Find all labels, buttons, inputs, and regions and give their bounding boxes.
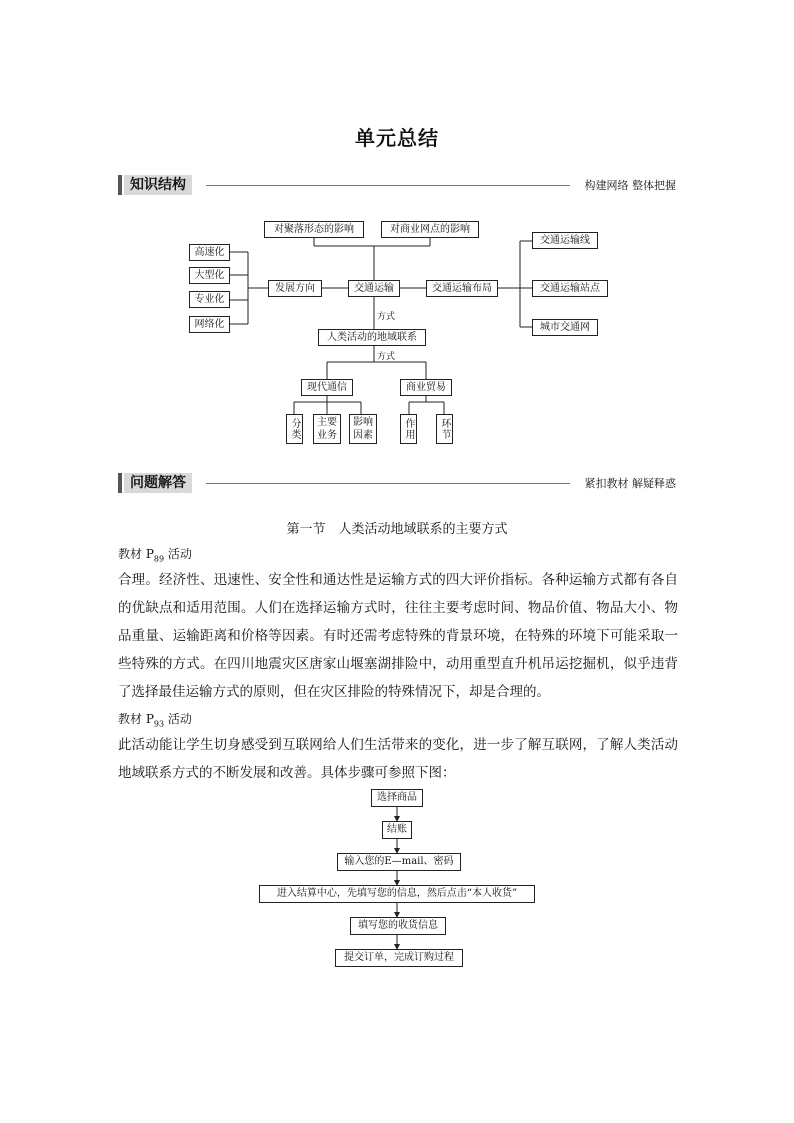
ref-prefix: 教材 P	[118, 712, 154, 726]
box-left-item: 大型化	[189, 267, 230, 284]
box-settlement-impact: 对聚落形态的影响	[264, 221, 364, 238]
box-commerce-impact: 对商业网点的影响	[381, 221, 479, 238]
flow-step: 进入结算中心，先填写您的信息，然后点击“本人收货”	[259, 885, 535, 903]
box-text: 影响因素	[353, 417, 373, 441]
flow-step: 输入您的E—mail、密码	[337, 853, 461, 871]
section-label-knowledge: 知识结构	[124, 175, 192, 195]
flow-step: 填写您的收货信息	[350, 917, 446, 935]
box-left-item: 专业化	[189, 291, 230, 308]
flow-step: 提交订单，完成订购过程	[335, 949, 463, 967]
ref-suffix: 活动	[164, 547, 192, 561]
method-label: 方式	[377, 312, 396, 322]
flow-step: 结账	[382, 821, 412, 839]
box-right-item: 交通运输线	[532, 232, 598, 249]
ref-suffix: 活动	[164, 712, 192, 726]
box-transport: 交通运输	[348, 280, 400, 297]
ref-prefix: 教材 P	[118, 547, 154, 561]
flow-step: 选择商品	[371, 789, 423, 807]
box-modern-communication: 现代通信	[301, 379, 353, 396]
section-subtitle: 紧扣教材 解疑释惑	[584, 477, 676, 490]
ref-page: 89	[153, 554, 165, 564]
box-human-link: 人类活动的地域联系	[318, 329, 426, 346]
page-title: 单元总结	[355, 126, 439, 150]
box-text: 主要业务	[317, 417, 337, 441]
lesson-title: 第一节 人类活动地域联系的主要方式	[286, 522, 508, 537]
method-label: 方式	[377, 352, 396, 362]
section-label-answers: 问题解答	[124, 473, 192, 493]
answer-paragraph: 合理。经济性、迅速性、安全性和通达性是运输方式的四大评价指标。各种运输方式都有各自的优缺点和适用范围。人们在选择运输方式时，往往主要考虑时间、物品价值、物品大小、物品重量、运输距离和价格等因素。有时还需考虑特殊的背景环境，在特殊的环境下可能采取一些特殊的方式。在四川地震灾区唐家山堰塞湖排险中，动用重型直升机吊运挖掘机，似乎违背了选择最佳运输方式的原则，但在灾区排险的特殊情况下，却是合理的。	[118, 572, 678, 700]
answer-paragraph: 此活动能让学生切身感受到互联网给人们生活带来的变化，进一步了解互联网，了解人类活动地域联系方式的不断发展和改善。具体步骤可参照下图：	[118, 737, 678, 781]
box-left-item: 网络化	[189, 316, 230, 333]
box-right-item: 交通运输站点	[532, 280, 608, 297]
box-develop-direction: 发展方向	[268, 280, 322, 297]
box-commerce-trade: 商业贸易	[400, 379, 452, 396]
box-right-item: 城市交通网	[532, 319, 598, 336]
box-left-item: 高速化	[189, 244, 230, 261]
box-text: 作用	[403, 418, 414, 440]
section-subtitle: 构建网络 整体把握	[584, 179, 676, 192]
box-text: 分类	[289, 418, 300, 440]
box-text: 环节	[439, 418, 450, 440]
box-transport-layout: 交通运输布局	[426, 280, 498, 297]
ref-page: 93	[153, 719, 165, 729]
